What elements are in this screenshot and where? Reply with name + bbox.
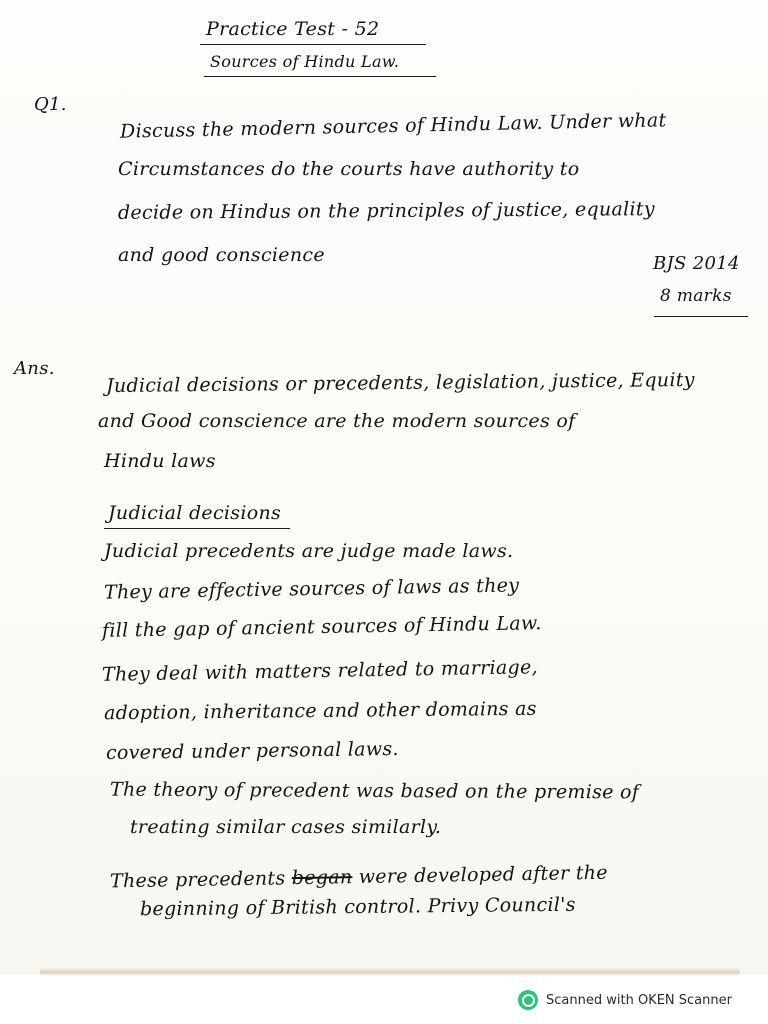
body-line-3: fill the gap of ancient sources of Hindu Law. bbox=[101, 612, 542, 642]
question-marker: Q1. bbox=[34, 94, 67, 115]
body-line-9-start: These precedents bbox=[109, 867, 286, 893]
struck-out-word: began bbox=[291, 866, 353, 890]
title-underline bbox=[200, 44, 426, 45]
body-line-10: beginning of British control. Privy Council's bbox=[139, 893, 576, 921]
question-line-1: Discuss the modern sources of Hindu Law. Under what bbox=[119, 109, 667, 143]
question-line-3: decide on Hindus on the principles of justice, equality bbox=[117, 198, 655, 224]
answer-line-1: Judicial decisions or precedents, legislation, justice, Equity bbox=[105, 368, 695, 398]
oken-scanner-logo-icon bbox=[518, 990, 538, 1010]
body-line-2: They are effective sources of laws as they bbox=[103, 574, 520, 604]
body-line-9-end: were developed after the bbox=[358, 861, 608, 889]
answer-line-2: and Good conscience are the modern sources of bbox=[98, 410, 576, 432]
section-heading: Judicial decisions bbox=[108, 502, 282, 524]
body-line-8: treating similar cases similarly. bbox=[130, 816, 442, 838]
answer-marker: Ans. bbox=[14, 358, 55, 379]
page-title: Practice Test - 52 bbox=[206, 18, 380, 40]
question-line-2: Circumstances do the courts have authority to bbox=[118, 158, 580, 180]
section-heading-underline bbox=[104, 528, 290, 529]
body-line-6: covered under personal laws. bbox=[105, 737, 399, 765]
body-line-7: The theory of precedent was based on the premise of bbox=[109, 778, 640, 804]
page-subtitle: Sources of Hindu Law. bbox=[210, 52, 400, 71]
answer-line-3: Hindu laws bbox=[104, 450, 216, 472]
body-line-4: They deal with matters related to marriage, bbox=[101, 656, 539, 686]
question-line-4: and good conscience bbox=[118, 244, 325, 266]
body-line-5: adoption, inheritance and other domains as bbox=[103, 697, 537, 725]
exam-reference: BJS 2014 bbox=[653, 253, 740, 274]
subtitle-underline bbox=[204, 76, 436, 77]
scanner-watermark-text: Scanned with OKEN Scanner bbox=[546, 992, 732, 1008]
marks-underline bbox=[654, 316, 748, 317]
scanner-watermark bbox=[518, 990, 732, 1010]
body-line-1: Judicial precedents are judge made laws. bbox=[104, 540, 514, 562]
marks-reference: 8 marks bbox=[660, 286, 732, 306]
page-edge bbox=[40, 968, 740, 976]
